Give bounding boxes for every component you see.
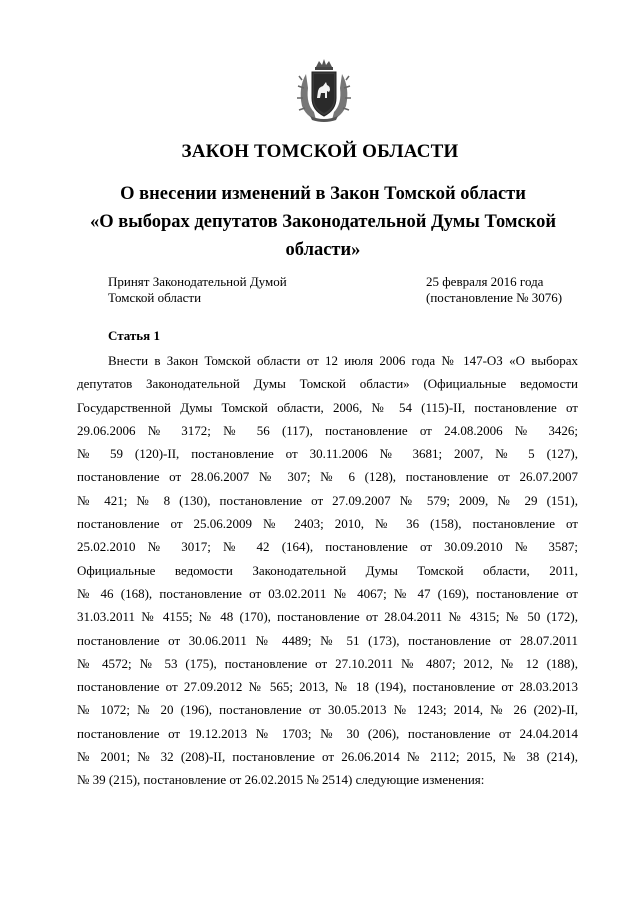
body-line: № 2001; № 32 (208)-II, постановление от 26.06.2014 № 2112; 2015, № 38 (214), [77,749,578,765]
body-line: депутатов Законодательной Думы Томской области» (Официальные ведомости [77,376,578,392]
body-line: постановление от 28.06.2007 № 307; № 6 (128), постановление от 26.07.2007 [77,469,578,485]
body-line: № 4572; № 53 (175), постановление от 27.10.2011 № 4807; 2012, № 12 (188), [77,655,578,671]
article-heading: Статья 1 [108,328,160,343]
body-line: 29.06.2006 № 3172; № 56 (117), постановление от 24.08.2006 № 3426; [77,422,578,438]
article-body [77,349,578,792]
adopted-by-line: Томской области [108,290,202,305]
body-line: постановление от 19.12.2013 № 1703; № 30 (206), постановление от 24.04.2014 [77,725,578,741]
subtitle-line: О внесении изменений в Закон Томской области [120,184,526,204]
body-line: № 421; № 8 (130), постановление от 27.09.2007 № 579; 2009, № 29 (151), [77,492,578,508]
adopted-by-line: Принят Законодательной Думой [108,274,287,289]
body-line: 25.02.2010 № 3017; № 42 (164), постановление от 30.09.2010 № 3587; [77,539,578,555]
body-line: Официальные ведомости Законодательной Думы Томской области, 2011, [77,562,578,578]
coat-of-arms-icon [296,58,352,124]
subtitle-line: «О выборах депутатов Законодательной Думы Томской [90,212,556,232]
resolution-number: (постановление № 3076) [426,290,563,305]
document-subtitle [70,180,576,264]
body-line: постановление от 25.06.2009 № 2403; 2010, № 36 (158), постановление от [77,516,578,532]
body-line: № 46 (168), постановление от 03.02.2011 № 4067; № 47 (169), постановление от [77,585,578,601]
body-line: постановление от 30.06.2011 № 4489; № 51 (173), постановление от 28.07.2011 [77,632,578,648]
adopted-by-block [108,274,287,306]
body-line: № 39 (215), постановление от 26.02.2015 № 2514) следующие изменения: [77,772,485,788]
adoption-date-block [426,274,562,306]
body-line: постановление от 27.09.2012 № 565; 2013, № 18 (194), постановление от 28.03.2013 [77,679,578,695]
adoption-date: 25 февраля 2016 года [426,274,544,289]
coat-of-arms-emblem [296,58,352,124]
body-line: Государственной Думы Томской области, 2006, № 54 (115)-II, постановление от [77,399,578,415]
body-line: Внести в Закон Томской области от 12 июля 2006 года № 147-ОЗ «О выборах [108,353,578,368]
document-title: ЗАКОН ТОМСКОЙ ОБЛАСТИ [181,141,459,162]
body-line: № 59 (120)-II, постановление от 30.11.2006 № 3681; 2007, № 5 (127), [77,446,578,462]
body-line: № 1072; № 20 (196), постановление от 30.05.2013 № 1243; 2014, № 26 (202)-II, [77,702,578,718]
subtitle-line: области» [285,240,361,260]
body-line: 31.03.2011 № 4155; № 48 (170), постановление от 28.04.2011 № 4315; № 50 (172), [77,609,578,625]
